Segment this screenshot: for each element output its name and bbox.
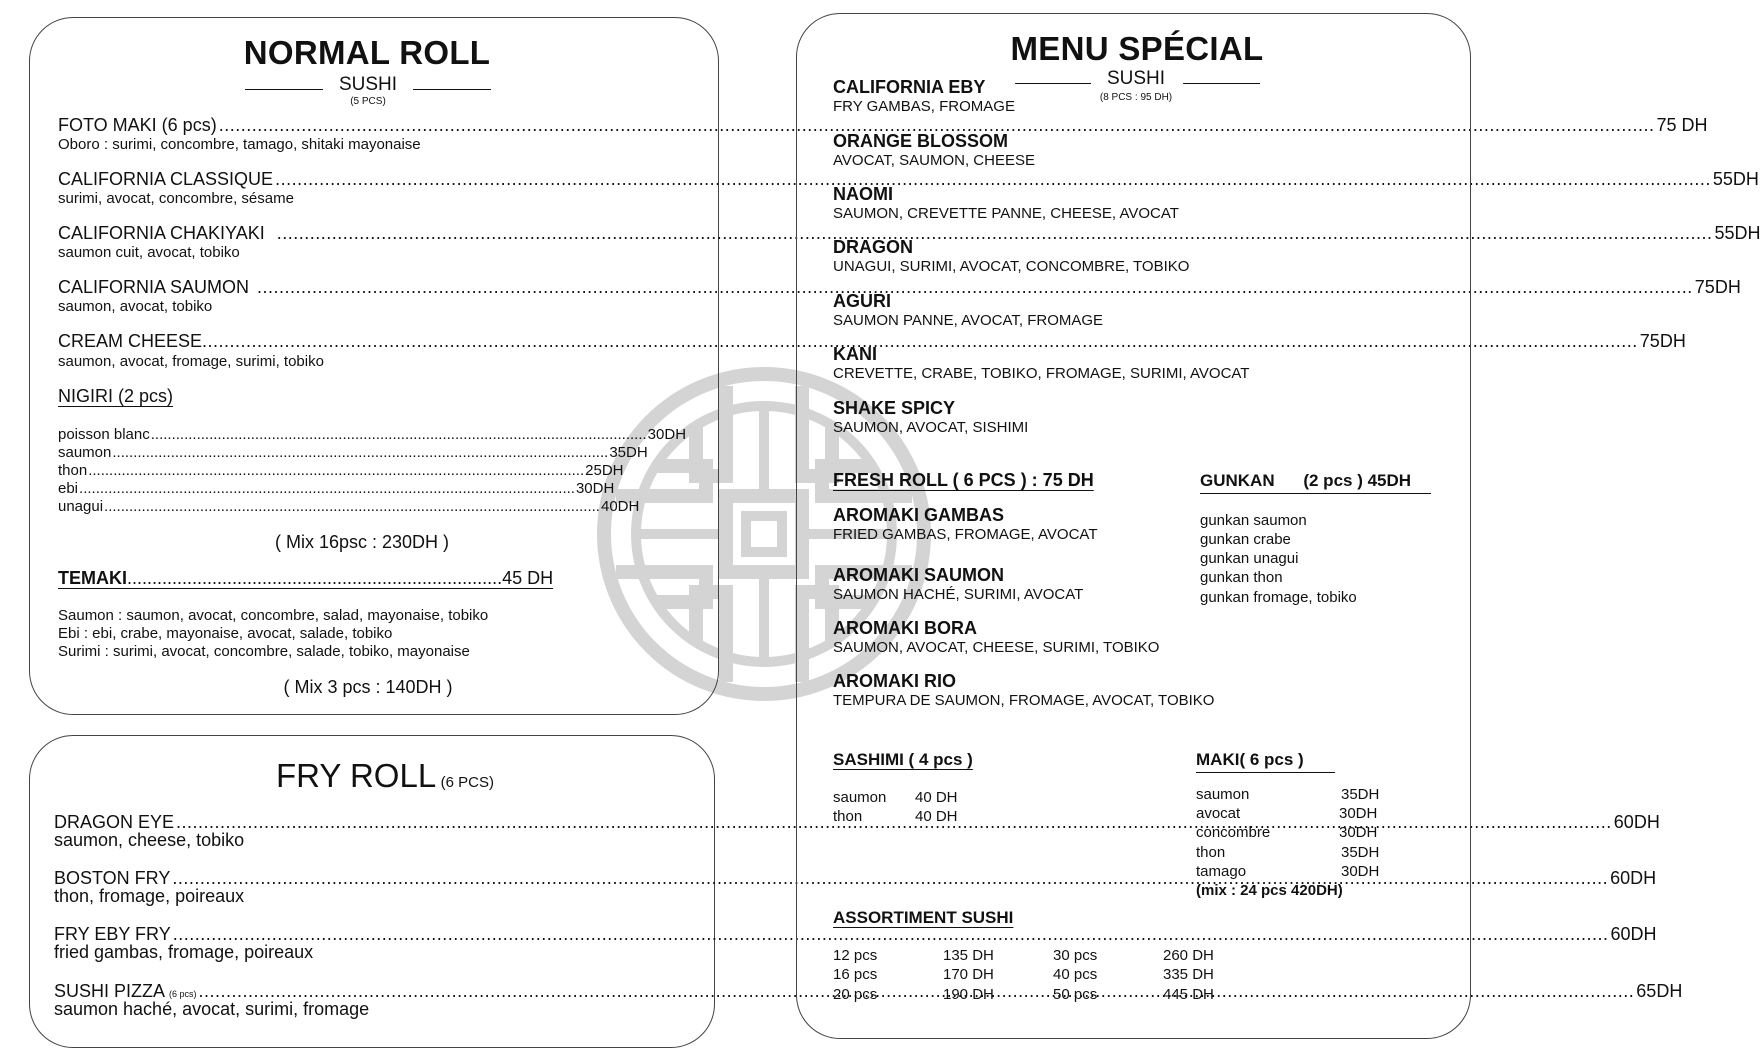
fresh-roll-item-desc: FRIED GAMBAS, FROMAGE, AVOCAT bbox=[833, 526, 1098, 543]
maki-name: saumon bbox=[1196, 786, 1250, 803]
fresh-roll-item-desc: TEMPURA DE SAUMON, FROMAGE, AVOCAT, TOBIKO bbox=[833, 692, 1215, 709]
nigiri-row bbox=[58, 480, 615, 497]
fresh-roll-heading: FRESH ROLL ( 6 PCS ) : 75 DH bbox=[833, 470, 1094, 490]
leader-dots bbox=[151, 426, 647, 443]
item-name: FOTO MAKI (6 pcs) bbox=[58, 115, 217, 135]
assortiment-qty: 16 pcs bbox=[833, 966, 878, 983]
temaki-heading bbox=[58, 568, 554, 589]
item-price: 65DH bbox=[1636, 981, 1683, 1001]
maki-heading: MAKI( 6 pcs ) bbox=[1196, 750, 1335, 773]
fresh-roll-item-desc: SAUMON HACHÉ, SURIMI, AVOCAT bbox=[833, 586, 1084, 603]
assortiment-qty: 50 pcs bbox=[1053, 986, 1098, 1003]
maki-name: thon bbox=[1196, 844, 1226, 861]
normal-roll-left-rule bbox=[245, 89, 323, 90]
assortiment-qty: 30 pcs bbox=[1053, 947, 1098, 964]
gunkan-heading bbox=[1200, 471, 1431, 494]
item-name: thon bbox=[58, 462, 88, 479]
fry-roll-title-group bbox=[276, 757, 494, 795]
special-item-desc: SAUMON, CREVETTE PANNE, CHEESE, AVOCAT bbox=[833, 205, 1179, 222]
item-price: 60DH bbox=[1610, 924, 1657, 944]
gunkan-item: gunkan unagui bbox=[1200, 550, 1299, 567]
temaki-label: TEMAKI bbox=[58, 568, 127, 588]
maki-price: 35DH bbox=[1341, 786, 1380, 803]
gunkan-item: gunkan fromage, tobiko bbox=[1200, 589, 1357, 606]
item-price: 35DH bbox=[609, 444, 648, 461]
nigiri-row bbox=[58, 498, 640, 515]
gunkan-item: gunkan saumon bbox=[1200, 512, 1307, 529]
special-item-desc: UNAGUI, SURIMI, AVOCAT, CONCOMBRE, TOBIKO bbox=[833, 258, 1190, 275]
sashimi-heading: SASHIMI ( 4 pcs ) bbox=[833, 750, 973, 769]
maki-mix-note: (mix : 24 pcs 420DH) bbox=[1196, 882, 1343, 899]
item-price: 55DH bbox=[1712, 169, 1759, 189]
menu-special-subtitle: SUSHI bbox=[1106, 68, 1166, 89]
item-name: saumon bbox=[58, 444, 112, 461]
maki-price: 30DH bbox=[1339, 805, 1378, 822]
gunkan-item: gunkan crabe bbox=[1200, 531, 1291, 548]
assortiment-heading: ASSORTIMENT SUSHI bbox=[833, 908, 1014, 927]
leader-dots bbox=[104, 498, 600, 515]
leader-dots bbox=[88, 462, 584, 479]
item-name: poisson blanc bbox=[58, 426, 150, 443]
special-item-name: SHAKE SPICY bbox=[833, 398, 956, 418]
item-name: BOSTON FRY bbox=[54, 868, 171, 888]
maki-price: 35DH bbox=[1341, 844, 1380, 861]
item-description: Oboro : surimi, concombre, tamago, shitaki mayonaise bbox=[58, 136, 421, 153]
special-item-name: NAOMI bbox=[833, 184, 893, 204]
menu-special-left-rule bbox=[1015, 83, 1091, 84]
sashimi-name: saumon bbox=[833, 789, 887, 806]
fry-roll-title: FRY ROLL bbox=[276, 757, 437, 794]
special-item-name: ORANGE BLOSSOM bbox=[833, 131, 1009, 151]
item-price: 75DH bbox=[1639, 331, 1686, 351]
assortiment-price: 135 DH bbox=[943, 947, 994, 964]
gunkan-item: gunkan thon bbox=[1200, 569, 1283, 586]
assortiment-price: 170 DH bbox=[943, 966, 994, 983]
normal-roll-right-rule bbox=[413, 89, 491, 90]
item-description: thon, fromage, poireaux bbox=[54, 886, 245, 906]
item-name: unagui bbox=[58, 498, 104, 515]
menu-special-note: (8 PCS : 95 DH) bbox=[1099, 92, 1173, 103]
maki-price: 30DH bbox=[1339, 824, 1378, 841]
maki-name: concombre bbox=[1196, 824, 1271, 841]
assortiment-qty: 20 pcs bbox=[833, 986, 878, 1003]
item-description: fried gambas, fromage, poireaux bbox=[54, 942, 314, 962]
fresh-roll-item-name: AROMAKI SAUMON bbox=[833, 565, 1004, 585]
nigiri-row bbox=[58, 462, 624, 479]
item-name: CALIFORNIA SAUMON bbox=[58, 277, 250, 297]
special-item-desc: SAUMON PANNE, AVOCAT, FROMAGE bbox=[833, 312, 1104, 329]
item-price: 55DH bbox=[1714, 223, 1761, 243]
item-description: saumon cuit, avocat, tobiko bbox=[58, 244, 240, 261]
assortiment-qty: 40 pcs bbox=[1053, 966, 1098, 983]
item-price: 40DH bbox=[600, 498, 640, 515]
fresh-roll-item-name: AROMAKI BORA bbox=[833, 618, 977, 638]
item-price: 30DH bbox=[647, 426, 687, 443]
item-price: 30DH bbox=[575, 480, 615, 497]
fresh-roll-item-name: AROMAKI GAMBAS bbox=[833, 505, 1004, 525]
item-description: surimi, avocat, concombre, sésame bbox=[58, 190, 294, 207]
nigiri-heading: NIGIRI (2 pcs) bbox=[58, 386, 174, 406]
normal-roll-subtitle: SUSHI bbox=[338, 74, 398, 95]
leader-dots: ........................................................................... bbox=[127, 568, 503, 588]
menu-special-title: MENU SPÉCIAL bbox=[1010, 30, 1264, 67]
fresh-roll-item-name: AROMAKI RIO bbox=[833, 671, 956, 691]
special-item-desc: CREVETTE, CRABE, TOBIKO, FROMAGE, SURIMI, AVOCAT bbox=[833, 365, 1250, 382]
assortiment-price: 445 DH bbox=[1163, 986, 1214, 1003]
item-note: (6 pcs) bbox=[169, 989, 197, 999]
item-name: CALIFORNIA CHAKIYAKI bbox=[58, 223, 265, 243]
maki-name: avocat bbox=[1196, 805, 1241, 822]
temaki-mix-note: ( Mix 3 pcs : 140DH ) bbox=[283, 677, 453, 697]
item-name: CALIFORNIA CLASSIQUE bbox=[58, 169, 274, 189]
fry-roll-note: (6 PCS) bbox=[440, 774, 494, 791]
menu-item-row bbox=[58, 115, 1708, 136]
normal-roll-note: (5 PCS) bbox=[350, 96, 386, 107]
gunkan-detail: (2 pcs ) 45DH bbox=[1303, 471, 1412, 490]
special-item-name: KANI bbox=[833, 344, 877, 364]
menu-item-row bbox=[58, 223, 1761, 244]
item-description: saumon, avocat, fromage, surimi, tobiko bbox=[58, 353, 324, 370]
special-item-desc: FRY GAMBAS, FROMAGE bbox=[833, 98, 1015, 115]
item-price: 75DH bbox=[1694, 277, 1741, 297]
normal-roll-title: NORMAL ROLL bbox=[243, 34, 491, 71]
nigiri-row bbox=[58, 426, 687, 443]
item-price: 60DH bbox=[1610, 868, 1657, 888]
item-name: CREAM CHEESE bbox=[58, 331, 203, 351]
item-description: saumon, avocat, tobiko bbox=[58, 298, 213, 315]
special-item-name: DRAGON bbox=[833, 237, 913, 257]
sashimi-price: 40 DH bbox=[915, 808, 958, 825]
temaki-line: Ebi : ebi, crabe, mayonaise, avocat, salade, tobiko bbox=[58, 625, 393, 642]
assortiment-price: 260 DH bbox=[1163, 947, 1214, 964]
special-item-desc: AVOCAT, SAUMON, CHEESE bbox=[833, 152, 1035, 169]
item-name: DRAGON EYE bbox=[54, 812, 175, 832]
gunkan-label: GUNKAN bbox=[1200, 471, 1275, 490]
sashimi-name: thon bbox=[833, 808, 863, 825]
sashimi-price: 40 DH bbox=[915, 789, 958, 806]
special-item-name: CALIFORNIA EBY bbox=[833, 77, 986, 97]
assortiment-qty: 12 pcs bbox=[833, 947, 878, 964]
leader-dots bbox=[79, 480, 575, 497]
maki-name: tamago bbox=[1196, 863, 1247, 880]
item-price: 25DH bbox=[585, 462, 624, 479]
menu-special-right-rule bbox=[1183, 83, 1260, 84]
nigiri-mix-note: ( Mix 16psc : 230DH ) bbox=[274, 532, 450, 552]
menu-item-row bbox=[58, 331, 1686, 352]
item-name: FRY EBY FRY bbox=[54, 924, 171, 944]
special-item-name: AGURI bbox=[833, 291, 891, 311]
assortiment-price: 190 DH bbox=[943, 986, 994, 1003]
temaki-line: Surimi : surimi, avocat, concombre, salade, tobiko, mayonaise bbox=[58, 643, 470, 660]
item-price: 60DH bbox=[1613, 812, 1660, 832]
menu-item-row bbox=[58, 169, 1759, 190]
assortiment-price: 335 DH bbox=[1163, 966, 1214, 983]
fresh-roll-item-desc: SAUMON, AVOCAT, CHEESE, SURIMI, TOBIKO bbox=[833, 639, 1160, 656]
temaki-price: 45 DH bbox=[502, 568, 554, 588]
leader-dots bbox=[112, 444, 608, 461]
item-description: saumon, cheese, tobiko bbox=[54, 830, 245, 850]
temaki-line: Saumon : saumon, avocat, concombre, salad, mayonaise, tobiko bbox=[58, 607, 489, 624]
item-name: SUSHI PIZZA bbox=[54, 981, 166, 1001]
special-item-desc: SAUMON, AVOCAT, SISHIMI bbox=[833, 419, 1029, 436]
item-name: ebi bbox=[58, 480, 79, 497]
item-price: 75 DH bbox=[1656, 115, 1708, 135]
maki-price: 30DH bbox=[1341, 863, 1380, 880]
item-description: saumon haché, avocat, surimi, fromage bbox=[54, 999, 370, 1019]
menu-item-row bbox=[58, 277, 1741, 298]
nigiri-row bbox=[58, 444, 648, 461]
